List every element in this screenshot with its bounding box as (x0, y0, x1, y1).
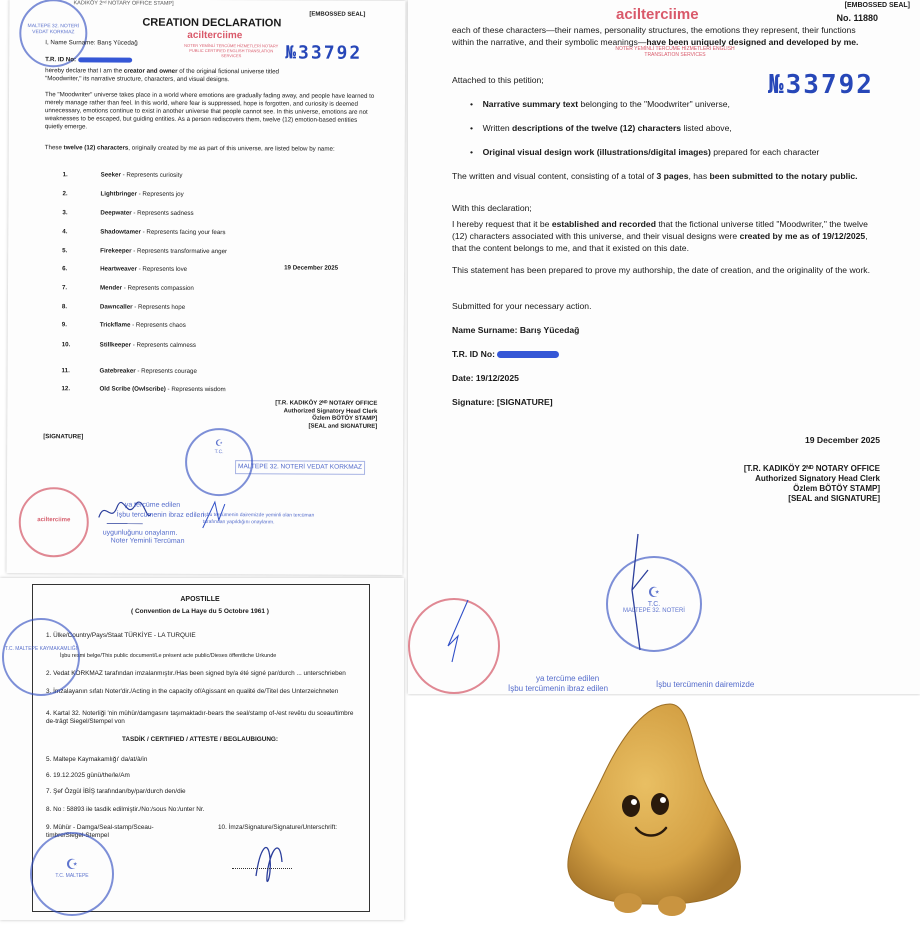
entity-description: - Represents transformative anger (131, 247, 228, 256)
apostille-title: APOSTILLE (180, 596, 220, 603)
embossed-seal-label: [EMBOSSED SEAL] (309, 11, 366, 18)
entity-row (62, 341, 362, 350)
attached-label: Attached to this petition; (452, 75, 544, 85)
brand-logo (187, 30, 242, 41)
apostille-line-5: 5. Maltepe Kaymakamlığı' da/at/à/in (46, 756, 148, 763)
notary-office-block: [T.R. KADIKÖY 2ᴺᴰ NOTARY OFFICE Authorized Signatory Head Clerk Özlem BÖTÖY STAMP] [SEAL and SIGNATURE] (275, 400, 378, 430)
entity-description: - Represents hope (132, 303, 186, 311)
apostille-line-1b: İşbu resmi belge/This public document/Le présent acte public/Dieses öffentliche Urkunde (60, 653, 277, 659)
translation-note-a: ya tercüme edilen (124, 501, 181, 509)
name-line: I, Name Surname: Barış Yücedağ (45, 39, 138, 47)
felt-character-photo (408, 696, 920, 920)
entity-row (62, 367, 362, 376)
bullet-3: • Original visual design work (illustrations/digital images) prepared for each character (470, 147, 820, 157)
entity-name: Trickflame (99, 321, 131, 329)
apostille-line-10: 10. İmza/Signature/Signature/Unterschrift: (218, 824, 337, 831)
entity-number: 2. (62, 190, 68, 198)
entity-description: - Represents sadness (131, 209, 194, 217)
apostille-page (0, 578, 404, 920)
embossed-seal-label: [EMBOSSED SEAL] (844, 2, 910, 9)
number-stamp: №33792 (285, 42, 363, 64)
certified-heading: TASDİK / CERTIFIED / ATTESTE / BEGLAUBIGUNG: (121, 736, 279, 743)
entity-name: Old Scribe (Owlscribe) (99, 385, 166, 393)
apostille-line-8: 8. No : 58893 ile tasdik edilmiştir./No:/sous No:/unter Nr. (46, 806, 205, 813)
entity-number: 7. (61, 284, 68, 292)
entity-row (62, 209, 362, 218)
statement-paragraph: This statement has been prepared to prove my authorship, the date of creation, and the originality of the work. (452, 265, 870, 275)
entity-number: 12. (61, 385, 71, 393)
apostille-line-3: 3. İmzalayanın sıfatı Noter'dir./Acting in the capacity of/Agissant en qualité de/Titel des Unterzeichneten (46, 688, 339, 695)
pen-mark (199, 500, 229, 530)
entity-number: 3. (62, 209, 68, 217)
entity-number: 6. (62, 265, 68, 273)
written-paragraph: The written and visual content, consisting of a total of 3 pages, has been submitted to the notary public. (452, 171, 858, 181)
entity-description: - Represents facing your fears (140, 228, 226, 237)
entity-name: Firekeeper (100, 247, 132, 255)
entity-number: 8. (61, 303, 68, 311)
notary-stamp-rect: MALTEPE 32. NOTERİ VEDAT KORKMAZ (235, 460, 365, 475)
list-intro: These twelve (12) characters, originally created by me as part of this universe, are listed below by name: (44, 144, 335, 153)
signature-dotted-line (232, 868, 292, 869)
signature-label: [SIGNATURE] (43, 433, 84, 441)
redaction-bar (497, 351, 559, 358)
entity-number: 1. (62, 171, 68, 179)
felt-dumpling-character (408, 696, 920, 920)
entity-name: Lightbringer (100, 190, 137, 198)
entity-description: - Represents curiosity (120, 171, 183, 179)
red-translation-seal: acilterciime (19, 487, 89, 557)
entity-description: - Represents calmness (130, 341, 197, 349)
translation-note-c: İşbu tercümenin dairemizde (656, 680, 755, 689)
request-paragraph: I hereby request that it be established and recorded that the fictional universe titled "Moodwriter," the twelve (12) characters associated with this universe, and their visual designs were created by me as of 19/12/2025, that the content belongs to me, and that it existed on this date. (452, 219, 868, 253)
apostille-line-6: 6. 19.12.2025 günü/the/le/Am (46, 772, 130, 779)
declare-paragraph: hereby declare that I am the creator and owner of the original fictional universe titled "Moodwriter," its narrative structure, characters, and visual designs. (45, 67, 280, 84)
apostille-line-2: 2. Vedat KORKMAZ tarafından imzalanmıştır./Has been signed by/a été signé par/durch ... unterschrieben (46, 670, 346, 677)
number-stamp: №33792 (768, 70, 874, 100)
entity-description: - Represents love (136, 265, 188, 273)
translation-note-e: İşbu tercümenin dairemizde yeminli olan tercüman tarafından yapıldığını onaylarım. (202, 511, 315, 526)
translation-note-d: Noter Yeminli Tercüman (110, 537, 185, 545)
entity-name: Shadowtamer (100, 228, 141, 236)
entity-name: Mender (99, 284, 123, 292)
intro-paragraph: each of these characters—their names, personality structures, the emotions they represent, their functions within the narrative, and their symbolic meanings—have been uniquely designed and developed by me. (452, 25, 859, 47)
apostille-line-1: 1. Ülke/Country/Pays/Staat TÜRKİYE - LA TURQUIE (46, 632, 196, 639)
id-line: T.R. ID No: (452, 348, 559, 360)
entity-row (62, 190, 362, 199)
apostille-signature (250, 828, 290, 898)
redaction-bar (78, 57, 132, 62)
brand-logo (616, 6, 699, 23)
apostille-line-4: 4. Kartal 32. Noterliği 'nin mühür/damgasını taşımaktadır-bears the seal/stamp of-/est revêtu du sceau/timbre de-trägt Siegel/Stempel von (46, 710, 354, 725)
submitted-text: Submitted for your necessary action. (452, 301, 592, 311)
top-strip-text: KADIKÖY 2ⁿᵈ NOTARY OFFICE STAMP] (73, 0, 174, 7)
declaration-page-1 (6, 0, 405, 575)
translation-note-c: uygunluğunu onaylarım. (102, 529, 178, 537)
apostille-line-9: 9. Mühür - Damga/Seal-stamp/Sceau-timbre/Siegel-Stempel (46, 824, 154, 839)
date-text: 19 December 2025 (804, 435, 880, 445)
entity-number: 11. (61, 367, 70, 375)
kaymakamlik-seal-bottom: ☪ T.C. MALTEPE (30, 832, 114, 916)
brand-subtitle: NOTER YEMİNLİ TERCÜME HİZMETLERİ NOTARY PUBLIC CERTIFIED ENGLISH TRANSLATION SERVICES (184, 42, 279, 59)
entity-name: Deepwater (100, 209, 132, 217)
translation-note-b: İşbu tercümenin ibraz edilen (508, 684, 609, 693)
bullet-2: • Written descriptions of the twelve (12) characters listed above, (470, 123, 732, 133)
entity-row (61, 385, 361, 394)
notary-seal-round: ☪ T.C. (185, 428, 253, 496)
entity-name: Dawncaller (99, 303, 133, 311)
date-text: 19 December 2025 (284, 264, 339, 272)
entity-row (62, 228, 362, 237)
entity-row (62, 247, 362, 256)
entity-number: 9. (61, 321, 67, 329)
apostille-subtitle: ( Convention de La Haye du 5 Octobre 1961 ) (131, 608, 269, 615)
declaration-page-2 (408, 0, 920, 694)
entity-number: 5. (62, 247, 68, 255)
universe-paragraph: The "Moodwriter" universe takes place in a world where emotions are gradually fading away, and people have learned to merely manage rather than feel. In this world, where fear is suppressed, hope is forgotten, and curiosity is deemed unnecessary, emotions continue to exist in another universe that people cannot see. In this universe, emotions are not weaknesses to be escaped, but guiding entities. As a person rediscovers them, twelve (12) emotion-based entities quietly emerge. (44, 91, 375, 131)
translation-note-b: İşbu tercümenin ibraz edilen (116, 511, 205, 519)
entity-row (62, 284, 362, 293)
apostille-line-7: 7. Şef Özgül İBİŞ tarafından/by/par/durch den/die (46, 788, 186, 795)
entity-name: Seeker (100, 171, 121, 179)
translation-note-a: ya tercüme edilen (536, 674, 600, 683)
brand-subtitle: NOTER YEMİNLİ TERCÜME HİZMETLERİ ENGLISH TRANSLATION SERVICES (615, 46, 735, 58)
kaymakamlik-seal-top: T.C. MALTEPE KAYMAKAMLIĞI (2, 618, 80, 696)
entity-row (62, 321, 362, 330)
translator-signature (438, 596, 478, 666)
with-declaration: With this declaration; (452, 203, 532, 213)
entity-name: Heartweaver (100, 265, 137, 273)
entity-description: - Represents joy (136, 190, 184, 198)
entity-number: 4. (62, 228, 68, 236)
entity-description: - Represents wisdom (165, 385, 226, 394)
entity-row (63, 171, 363, 180)
document-number: No. 11880 (836, 13, 878, 23)
entity-number: 10. (61, 341, 71, 349)
entity-name: Stillkeeper (99, 341, 132, 349)
notary-office-block: [T.R. KADIKÖY 2ᴺᴰ NOTARY OFFICE Authorized Signatory Head Clerk Özlem BÖTÖY STAMP] [SEAL and SIGNATURE] (743, 464, 880, 503)
entity-description: - Represents compassion (121, 284, 194, 292)
brand-name: acilterciime (187, 29, 243, 42)
document-title: CREATION DECLARATION (142, 16, 282, 30)
date-line: Date: 19/12/2025 (452, 373, 519, 383)
entity-row (62, 303, 362, 312)
notary-seal-top-left: MALTEPE 32. NOTERİ VEDAT KORKMAZ (19, 0, 87, 67)
notary-signature (618, 530, 658, 670)
entity-description: - Represents chaos (130, 321, 186, 329)
entity-name: Gatebreaker (99, 367, 136, 375)
entity-description: - Represents courage (135, 367, 197, 375)
notary-seal-round: ☪ T.C. MALTEPE 32. NOTERİ (606, 556, 702, 652)
name-line: Name Surname: Barış Yücedağ (452, 325, 580, 335)
brand-name: acilterciime (616, 6, 699, 23)
id-line: T.R. ID No: (45, 56, 132, 64)
signature-line: Signature: [SIGNATURE] (452, 397, 553, 407)
bullet-1: • Narrative summary text belonging to the "Moodwriter" universe, (470, 99, 730, 109)
